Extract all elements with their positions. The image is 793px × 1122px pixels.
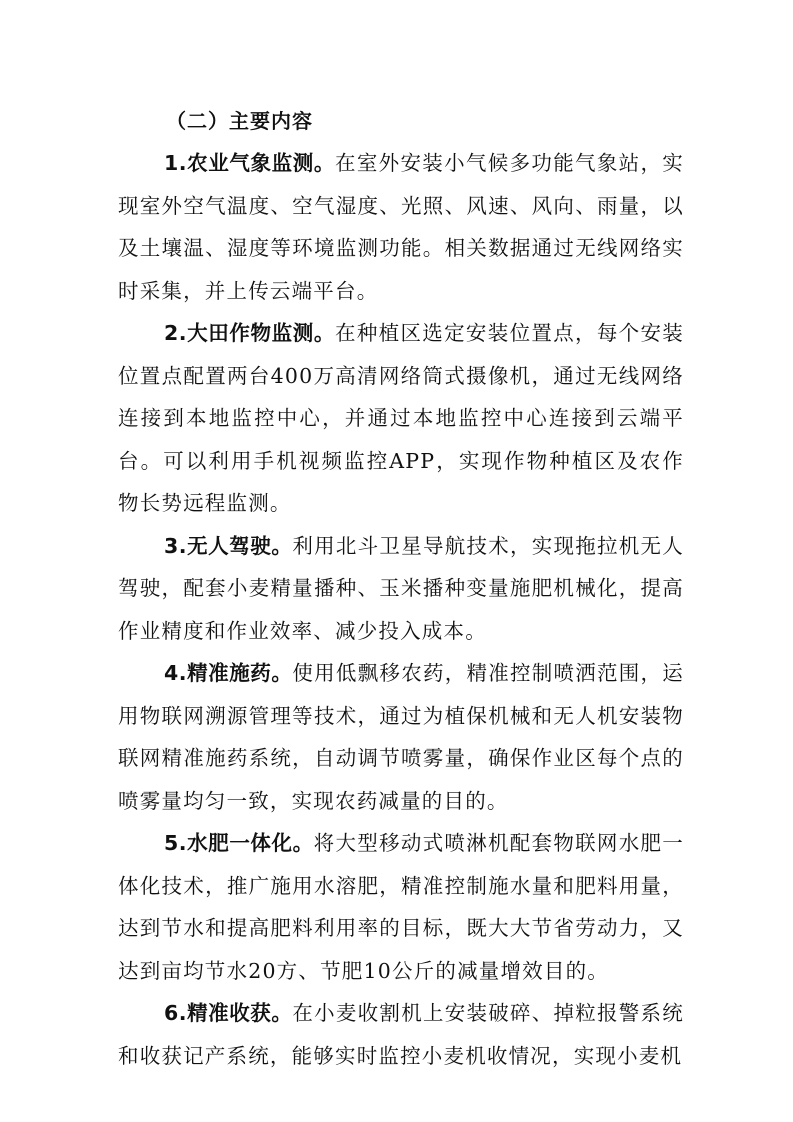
paragraph-title: 2.大田作物监测。 [164, 321, 336, 345]
paragraph-weather-monitoring [118, 142, 684, 312]
paragraph-precision-harvest [118, 992, 684, 1077]
document-body [118, 142, 684, 1077]
paragraph-crop-monitoring [118, 312, 684, 525]
paragraph-title: 3.无人驾驶。 [164, 533, 293, 558]
paragraph-title: 5.水肥一体化。 [164, 831, 314, 855]
paragraph-text: 在种植区选定安装位置点，每个安装位置点配置两台400万高清网络筒式摄像机，通过无线网络连接到本地监控中心，并通过本地监控中心连接到云端平台。可以利用手机视频监控APP，实现作物种植区及农作物长势远程监测。 [118, 321, 684, 515]
paragraph-precision-spraying [118, 652, 684, 822]
paragraph-title: 4.精准施药。 [164, 661, 293, 685]
paragraph-title: 1.农业气象监测。 [164, 151, 336, 175]
paragraph-autonomous-driving [118, 525, 684, 653]
paragraph-text: 在室外安装小气候多功能气象站，实现室外空气温度、空气湿度、光照、风速、风向、雨量，以及土壤温、湿度等环境监测功能。相关数据通过无线网络实时采集，并上传云端平台。 [118, 151, 684, 303]
paragraph-text: 在小麦收割机上安装破碎、掉粒报警系统和收获记产系统，能够实时监控小麦机收情况，实现小麦机 [118, 1001, 684, 1068]
paragraph-text: 使用低飘移农药，精准控制喷洒范围，运用物联网溯源管理等技术，通过为植保机械和无人机安装物联网精准施药系统，自动调节喷雾量，确保作业区每个点的喷雾量均匀一致，实现农药减量的目的。 [118, 661, 684, 813]
paragraph-title: 6.精准收获。 [164, 1001, 293, 1025]
paragraph-text: 将大型移动式喷淋机配套物联网水肥一体化技术，推广施用水溶肥，精准控制施水量和肥料用量，达到节水和提高肥料利用率的目标，既大大节省劳动力，又达到亩均节水20方、节肥10公斤的减量增效目的。 [118, 831, 684, 983]
paragraph-water-fertilizer [118, 822, 684, 992]
section-heading: （二）主要内容 [166, 109, 313, 133]
paragraph-text: 利用北斗卫星导航技术，实现拖拉机无人驾驶，配套小麦精量播种、玉米播种变量施肥机械化，提高作业精度和作业效率、减少投入成本。 [118, 533, 684, 643]
